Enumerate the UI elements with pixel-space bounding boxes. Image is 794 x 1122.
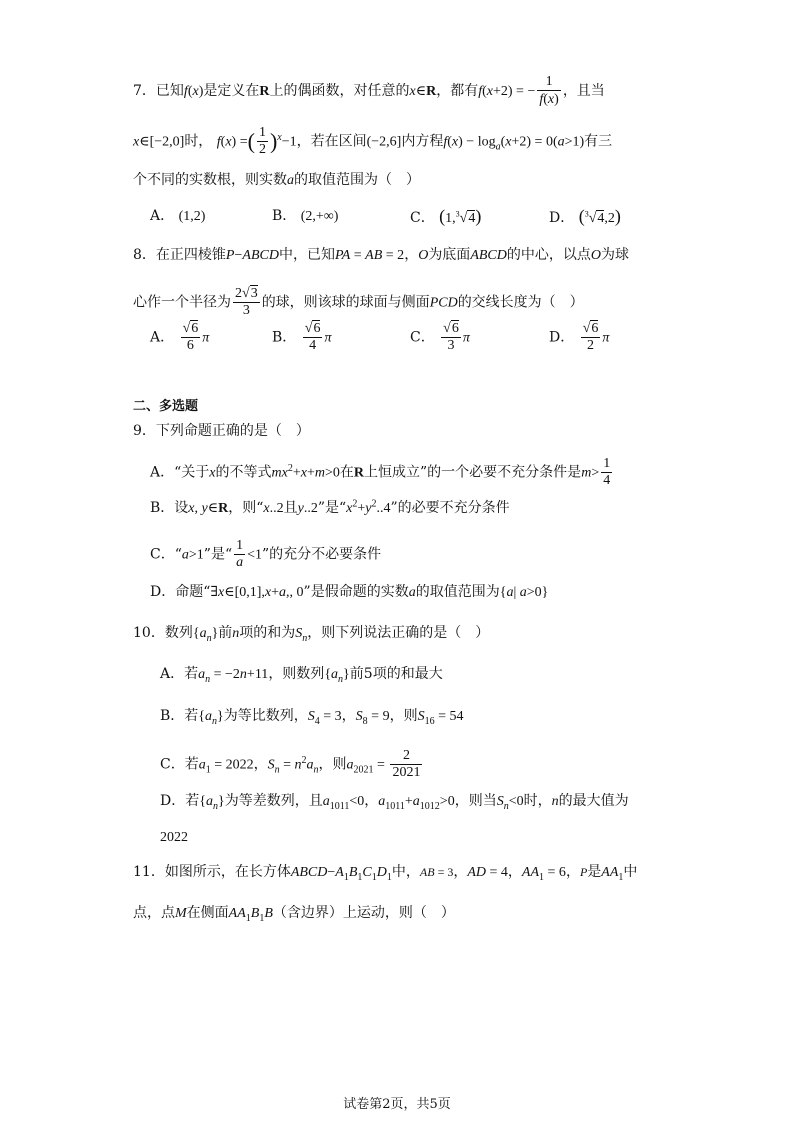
q9-option-d[interactable]: D．命题“∃x∈[0,1],x+a,, 0”是假命题的实数a的取值范围为{a| a>0} xyxy=(150,584,549,600)
q7-line-2: x∈[−2,0]时， f(x) =( $\frac{1}{2}$ )$^x$−1，若在区间(−2,6]内方程$f(x) - \log_a(x+2) = 0(a>1)$有三 xyxy=(133,125,613,157)
q7-line-3: 个不同的实数根，则实数a的取值范围为（ ） xyxy=(133,172,420,188)
q9-stem: 9．下列命题正确的是（ ） xyxy=(133,423,310,439)
fraction: $\frac{2√3}{3}$ xyxy=(235,286,258,318)
q10-option-a[interactable]: A．若$a_n = -2n+11$，则数列$\{a_n\}$前5项的和最大 xyxy=(160,666,443,685)
q10-option-d-continuation: 2022 xyxy=(160,830,188,845)
q10-option-c[interactable]: C．若$a_1 = 2022$，$S_n = n^2a_n$，则$a_{2021}$ = $\frac{2}{2021}$ xyxy=(160,748,421,780)
q8-option-a[interactable]: A． $\frac{√6}{6}$ π xyxy=(150,321,210,353)
q11-line-1: 11．如图所示，在长方体$ABCD-A_1B_1C_1D_1$中，AB = 3，AD = 4，$AA_1 = 6$，P是$AA_1$中 xyxy=(133,864,638,883)
q11-line-2: 点，点M在侧面$AA_1B_1B$（含边界）上运动，则（ ） xyxy=(133,905,455,924)
page-footer: 试卷第2页，共5页 xyxy=(343,1097,451,1112)
q8-option-d[interactable]: D． $\frac{√6}{2}$ π xyxy=(549,321,610,353)
fraction: $\frac{1}{f(x)}$ xyxy=(539,74,559,107)
q10-option-b[interactable]: B．若$\{a_n\}$为等比数列，$S_4 = 3$，$S_8 = 9$，则$S_{16} = 54$ xyxy=(160,708,464,727)
q7-line-1: 7．已知f(x)是定义在R上的偶函数，对任意的x∈R，都有f(x+2) = − $\frac{1}{f(x)}$ ，且当 xyxy=(133,74,605,107)
q8-line-2: 心作一个半径为 $\frac{2√3}{3}$ 的球，则该球的球面与侧面PCD的交线长度为（ ） xyxy=(133,286,584,318)
q8-option-b[interactable]: B． $\frac{√6}{4}$ π xyxy=(272,321,332,353)
q9-option-b[interactable]: B．设x, y∈R，则“x..2且y..2”是“$x^2+y^2..4$”的必要不充分条件 xyxy=(150,498,510,516)
q10-option-d[interactable]: D．若$\{a_n\}$为等差数列，且$a_{1011}<0$，$a_{1011}+a_{1012}>0$，则当$S_n<0$时，n的最大值为 xyxy=(160,793,629,812)
q7-option-b[interactable]: B． (2,+∞) xyxy=(272,208,339,224)
q7-option-d[interactable]: D． ($^3$√4,2) xyxy=(549,206,621,226)
section-heading-multi-choice: 二、多选题 xyxy=(133,399,199,414)
q9-option-c[interactable]: C．“a>1”是“ $\frac{1}{a}$ <1”的充分不必要条件 xyxy=(150,538,382,570)
q9-option-a[interactable]: A．“关于x的不等式$mx^2+x+m>0$在R上恒成立”的一个必要不充分条件是m> $\frac{1}{4}$ xyxy=(150,456,611,488)
q8-line-1: 8．在正四棱锥P−ABCD中，已知PA = AB = 2，O为底面ABCD的中心，以点O为球 xyxy=(133,247,629,263)
q8-option-c[interactable]: C． $\frac{√6}{3}$ π xyxy=(410,321,470,353)
q7-option-c[interactable]: C． (1,$^3$√4) xyxy=(410,206,482,226)
q7-option-a[interactable]: A． (1,2) xyxy=(150,208,206,224)
q10-stem: 10．数列$\{a_n\}$前n项的和为$S_n$，则下列说法正确的是（ ） xyxy=(133,625,490,644)
